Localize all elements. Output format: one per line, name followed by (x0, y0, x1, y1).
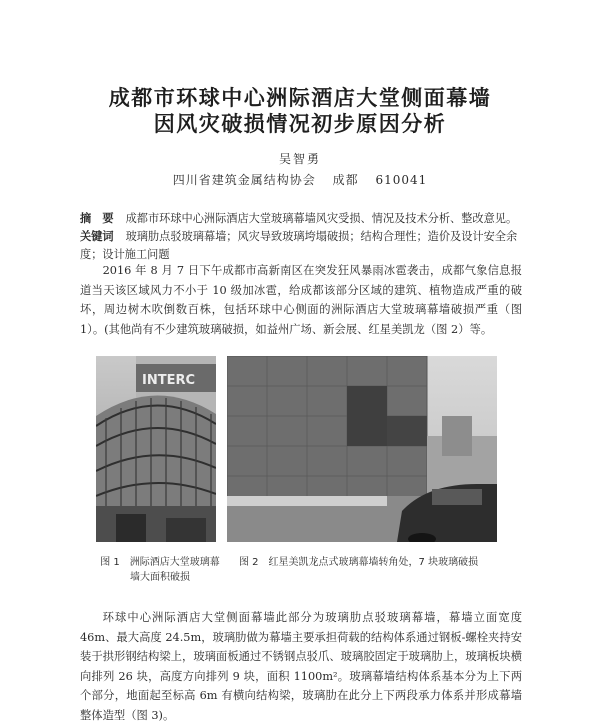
figure-1-photo (96, 356, 216, 542)
abstract (80, 210, 520, 228)
keywords-label: 关键词 (80, 230, 114, 243)
building-sign-text: INTERC (142, 373, 196, 388)
affiliation-city: 成都 (332, 173, 359, 187)
title-line-1: 成都市环球中心洲际酒店大堂侧面幕墙 (108, 86, 492, 110)
abstract-label: 摘 要 (80, 212, 114, 225)
affiliation (0, 171, 600, 188)
paragraph-1: 2016 年 8 月 7 日下午成都市高新南区在突发狂风暴雨冰雹袭击，成都气象信息报道当天该区域风力不小于 10 级加冰雹，给成都该部分区域的建筑、植物造成严重的破坏，周边树木吹倒数百株，包括环球中心侧面的洲际酒店大堂玻璃幕墙破损严重（图 1）。(其他尚有不少建筑玻璃破损，如益州广场、新会展、红星美凯龙（图 2）等。 (80, 264, 522, 336)
figure-2-image (227, 356, 497, 542)
figure-2-caption: 图 2 红星美凯龙点式玻璃幕墙转角处，7 块玻璃破损 (239, 557, 479, 568)
author: 吴智勇 (278, 152, 321, 166)
figure-2-photo (227, 356, 497, 542)
title-line-2: 因风灾破损情况初步原因分析 (153, 112, 447, 136)
affiliation-org: 四川省建筑金属结构协会 (172, 173, 316, 187)
paragraph-2: 环球中心洲际酒店大堂侧面幕墙此部分为玻璃肋点驳玻璃幕墙，幕墙立面宽度 46m、最大高度 24.5m，玻璃肋做为幕墙主要承担荷载的结构体系通过钢板-螺栓夹持安装于拱形钢结构梁上，玻璃面板通过不锈钢点驳爪、玻璃胶固定于玻璃肋上，玻璃板块横向排列 26 块，高度方向排列 9 块，面积 1100m²。玻璃幕墙结构体系基本分为上下两个部分，地面起至标高 6m 有横向结构梁，玻璃肋在此分上下两段承力体系并形成幕墙整体造型（图 3)。 (80, 611, 522, 722)
keywords-text: 玻璃肋点驳玻璃幕墙；风灾导致玻璃垮塌破损；结构合理性；造价及设计安全余度；设计施工问题 (80, 230, 518, 261)
abstract-text: 成都市环球中心洲际酒店大堂玻璃幕墙风灾受损、情况及技术分析、整改意见。 (125, 212, 518, 225)
affiliation-postcode: 610041 (375, 173, 428, 187)
figure-1-image (96, 356, 216, 542)
keywords (80, 228, 520, 264)
figure-1-caption: 图 1 洲际酒店大堂玻璃幕墙大面积破损 (100, 557, 220, 583)
